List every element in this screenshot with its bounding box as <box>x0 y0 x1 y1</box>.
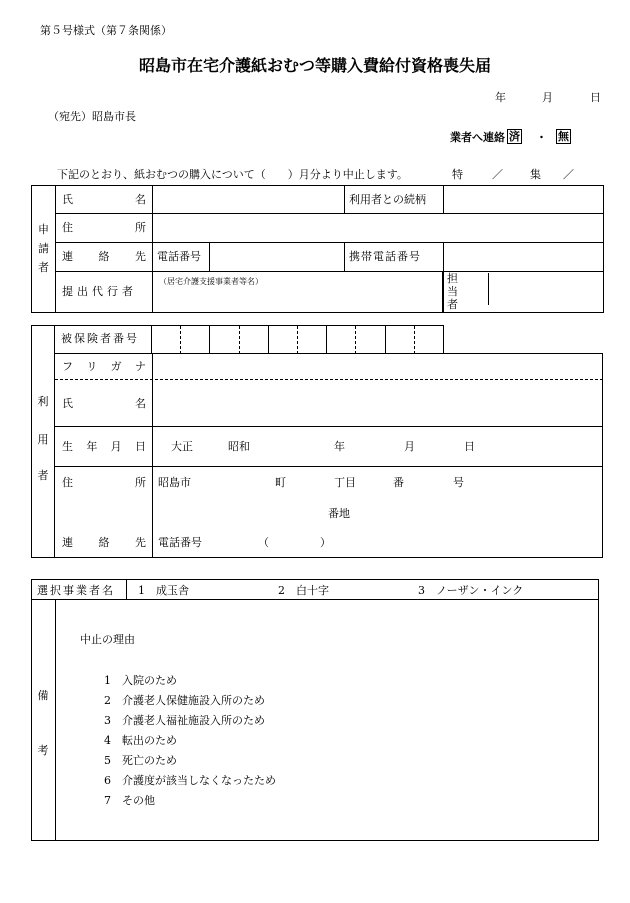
birth-year-label: 年 <box>334 440 345 453</box>
reason-item[interactable]: 5 死亡のため <box>104 754 177 767</box>
mobile-label: 携帯電話番号 <box>345 243 444 272</box>
page-title: 昭島市在宅介護紙おむつ等購入費給付資格喪失届 <box>138 56 491 75</box>
insured-label: 被保険者番号 <box>61 332 139 345</box>
reason-title: 中止の理由 <box>80 633 135 646</box>
addressee: （宛先）昭島市長 <box>48 110 136 123</box>
user-side-3: 者 <box>37 469 49 482</box>
insured-digit-box[interactable] <box>240 326 269 354</box>
intro-slash-2: ／ <box>563 168 574 181</box>
relation-label: 利用者との続柄 <box>345 186 444 214</box>
insured-number-boxes[interactable] <box>152 325 444 354</box>
applicant-name-field[interactable] <box>153 186 345 214</box>
remarks-side-divider <box>55 600 56 841</box>
user-address-field[interactable] <box>153 467 602 527</box>
user-name-field[interactable] <box>153 380 602 426</box>
address-town: 町 <box>275 476 286 489</box>
date-day-label: 日 <box>590 91 601 104</box>
address-city: 昭島市 <box>158 476 191 489</box>
era-showa[interactable]: 昭和 <box>228 440 250 453</box>
user-name-label: 氏 名 <box>62 397 146 410</box>
date-year-label: 年 <box>495 91 506 104</box>
insured-digit-box[interactable] <box>181 326 210 354</box>
birth-day-label: 日 <box>464 440 475 453</box>
user-side-2: 用 <box>37 433 49 446</box>
staff-label: 担当者 <box>443 272 444 313</box>
vendor-contact-sep: ・ <box>536 131 547 144</box>
birth-label: 生 年 月 日 <box>62 440 146 453</box>
vendor-option-1[interactable]: 1 成玉舎 <box>138 584 189 597</box>
insured-digit-box[interactable] <box>152 326 181 354</box>
intro-slash-1: ／ <box>492 168 503 181</box>
vendor-contact-label: 業者へ連絡 <box>450 131 505 144</box>
applicant-table <box>31 185 604 313</box>
mobile-field[interactable] <box>444 243 604 272</box>
reason-item[interactable]: 7 その他 <box>104 794 155 807</box>
user-address-label: 住 所 <box>62 476 146 489</box>
vendor-label-divider <box>126 579 127 600</box>
proxy-note: （居宅介護支援事業者等名） <box>159 277 263 286</box>
proxy-field[interactable] <box>153 272 443 313</box>
insured-digit-box[interactable] <box>298 326 327 354</box>
reason-item[interactable]: 3 介護老人福祉施設入所のため <box>104 714 265 727</box>
furigana-field[interactable] <box>153 354 602 379</box>
remarks-side-1: 備 <box>37 689 49 702</box>
date-month-label: 月 <box>542 91 553 104</box>
intro-collect: 集 <box>530 168 541 181</box>
insured-digit-box[interactable] <box>269 326 298 354</box>
insured-digit-box[interactable] <box>210 326 239 354</box>
remarks-side-2: 考 <box>37 744 49 757</box>
vendor-divider <box>31 599 599 600</box>
name-divider <box>55 426 603 427</box>
insured-digit-box[interactable] <box>386 326 415 354</box>
staff-field[interactable] <box>444 272 604 313</box>
insured-digit-box[interactable] <box>327 326 356 354</box>
furigana-label: フ リ ガ ナ <box>62 360 146 373</box>
user-contact-label: 連 絡 先 <box>62 536 146 549</box>
user-side-1: 利 <box>37 395 49 408</box>
era-taisho[interactable]: 大正 <box>171 440 193 453</box>
form-number: 第５号様式（第７条関係） <box>40 24 172 37</box>
vendor-option-3[interactable]: 3 ノーザン・インク <box>418 584 524 597</box>
reason-item[interactable]: 4 転出のため <box>104 734 177 747</box>
relation-field[interactable] <box>444 186 604 214</box>
applicant-address-field[interactable] <box>153 214 604 243</box>
birth-month-label: 月 <box>404 440 415 453</box>
intro-text: 下記のとおり、紙おむつの購入について（ ）月分より中止します。 <box>57 168 408 181</box>
reason-item[interactable]: 6 介護度が該当しなくなったため <box>104 774 276 787</box>
intro-special: 特 <box>452 168 463 181</box>
vendor-label: 選択事業者名 <box>37 584 115 597</box>
insured-digit-box[interactable] <box>415 326 443 354</box>
user-phone-paren-open: （ <box>258 536 269 549</box>
address-banchi: 番地 <box>328 507 350 520</box>
address-go: 号 <box>453 476 464 489</box>
applicant-name-label: 氏 名 <box>56 186 153 214</box>
vendor-option-2[interactable]: 2 白十字 <box>278 584 329 597</box>
applicant-phone-label: 電話番号 <box>153 243 210 272</box>
user-phone-field[interactable] <box>153 528 602 557</box>
user-phone-paren-close: ） <box>320 536 331 549</box>
vendor-contact-none[interactable]: 無 <box>558 130 569 143</box>
applicant-contact-label: 連 絡 先 <box>56 243 153 272</box>
vendor-contact-done[interactable]: 済 <box>509 130 520 143</box>
reason-item[interactable]: 2 介護老人保健施設入所のため <box>104 694 265 707</box>
reason-item[interactable]: 1 入院のため <box>104 674 177 687</box>
proxy-label: 提出代行者 <box>56 272 153 313</box>
address-chome: 丁目 <box>334 476 356 489</box>
address-ban: 番 <box>393 476 404 489</box>
insured-digit-box[interactable] <box>356 326 385 354</box>
applicant-phone-field[interactable] <box>210 243 345 272</box>
staff-divider <box>443 273 444 305</box>
user-phone-label: 電話番号 <box>158 536 202 549</box>
applicant-address-label: 住 所 <box>56 214 153 243</box>
staff-divider-2 <box>488 273 489 305</box>
applicant-side-label: 申 請 者 <box>32 186 56 313</box>
